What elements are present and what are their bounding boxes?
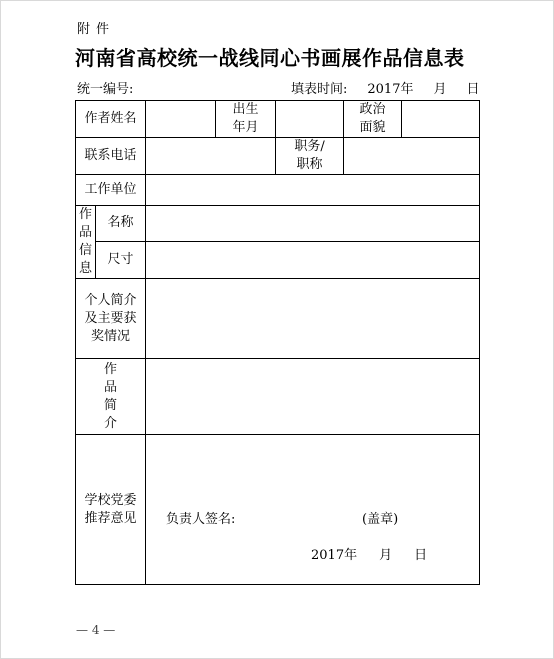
work-intro-field[interactable]: [146, 359, 480, 435]
table-row: [76, 206, 480, 242]
sign-year: 2017年: [311, 548, 358, 563]
fill-month: 月: [433, 82, 447, 97]
phone-field[interactable]: [146, 138, 276, 175]
position-label: 职务/职称: [276, 138, 344, 175]
sign-date: [311, 547, 427, 565]
political-status-field[interactable]: [402, 101, 480, 138]
page-number: — 4 —: [76, 623, 116, 637]
political-status-label: 政治面貌: [344, 101, 402, 138]
info-form-table: [75, 100, 480, 585]
work-unit-field[interactable]: [146, 175, 480, 206]
attachment-label: 附件: [77, 22, 116, 37]
position-field[interactable]: [344, 138, 480, 175]
fill-time-label: 填表时间:: [291, 82, 348, 97]
fill-time: [291, 78, 480, 97]
table-row: [76, 435, 480, 585]
signer-label: 负责人签名:: [166, 512, 236, 527]
sign-month: 月: [379, 548, 393, 563]
work-intro-label: 作 品 简 介: [76, 359, 146, 435]
work-size-field[interactable]: [146, 241, 480, 278]
bio-field[interactable]: [146, 279, 480, 359]
fill-year: 2017年: [367, 82, 414, 97]
bio-label: 个人简介及主要获奖情况: [76, 279, 146, 359]
work-name-field[interactable]: [146, 206, 480, 242]
stamp-label: (盖章): [362, 512, 399, 527]
author-name-field[interactable]: [146, 101, 216, 138]
table-row: [76, 175, 480, 206]
table-row: [76, 279, 480, 359]
table-row: [76, 138, 480, 175]
table-row: [76, 101, 480, 138]
fill-day: 日: [466, 82, 480, 97]
table-row: [76, 241, 480, 278]
table-row: [76, 359, 480, 435]
work-name-label: 名称: [96, 206, 146, 242]
work-unit-label: 工作单位: [76, 175, 146, 206]
recommendation-label: 学校党委推荐意见: [76, 435, 146, 585]
form-title: 河南省高校统一战线同心书画展作品信息表: [75, 46, 465, 70]
phone-label: 联系电话: [76, 138, 146, 175]
sign-day: 日: [414, 548, 428, 563]
serial-number-label: 统一编号:: [77, 82, 134, 97]
recommendation-field[interactable]: [146, 435, 480, 585]
work-info-label: 作 品 信 息: [76, 206, 96, 279]
birth-date-label: 出生年月: [216, 101, 276, 138]
author-name-label: 作者姓名: [76, 101, 146, 138]
work-size-label: 尺寸: [96, 241, 146, 278]
birth-date-field[interactable]: [276, 101, 344, 138]
